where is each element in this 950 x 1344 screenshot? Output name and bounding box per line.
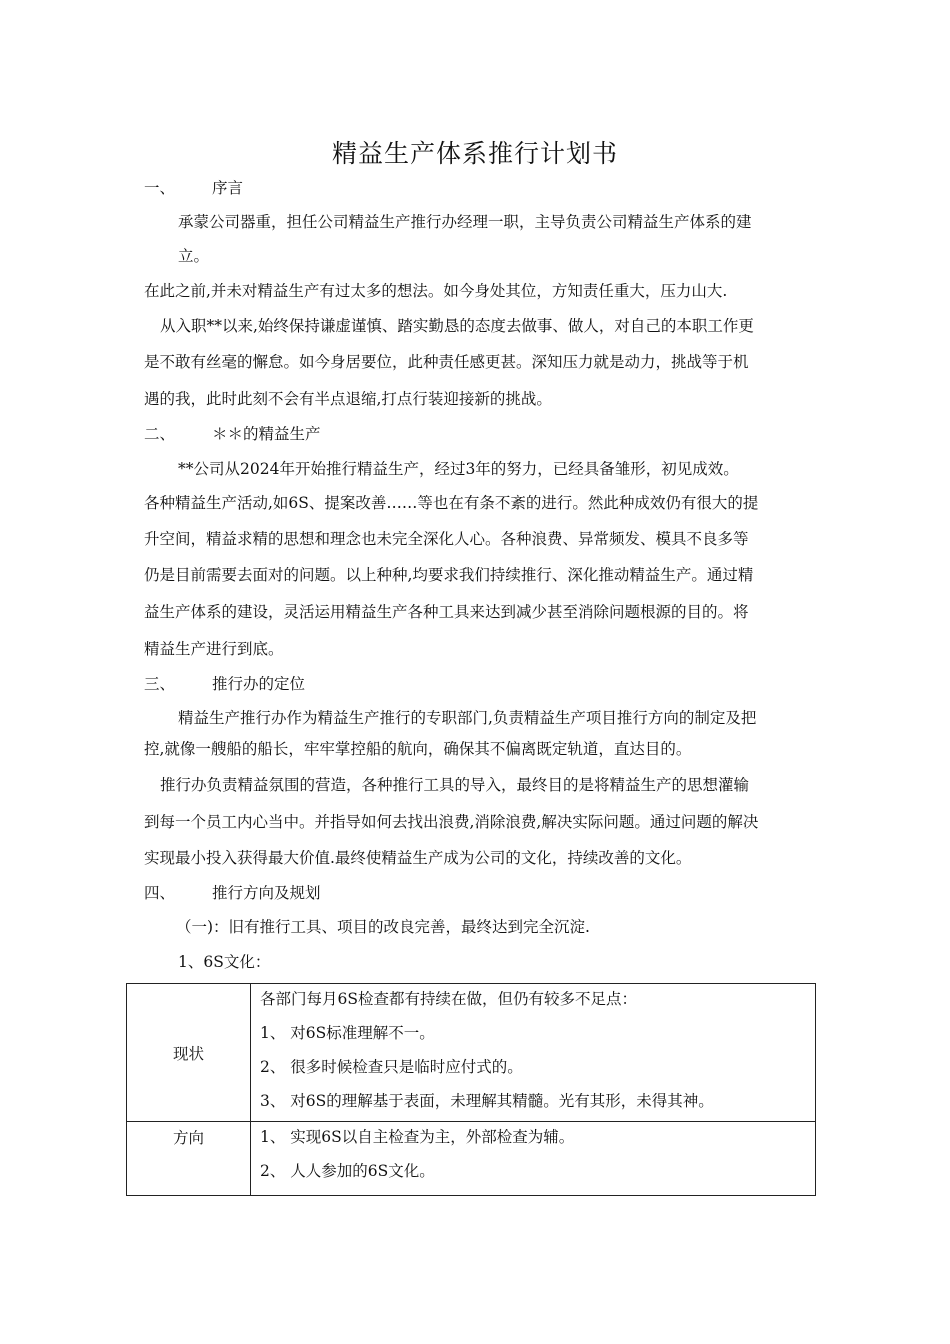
table-cell-line: 各部门每月6S检查都有持续在做，但仍有较多不足点：: [260, 990, 637, 1008]
section-4-heading: 推行方向及规划: [212, 884, 321, 902]
paragraph-line: 到每一个员工内心当中。并指导如何去找出浪费,消除浪费,解决实际问题。通过问题的解决: [144, 813, 759, 831]
table-row-direction: [127, 1122, 816, 1196]
paragraph-line: 精益生产进行到底。: [144, 640, 284, 658]
paragraph-line: 从入职**以来,始终保持谦虚谨慎、踏实勤恳的态度去做事、做人，对自己的本职工作更: [160, 317, 754, 335]
paragraph-line: 各种精益生产活动,如6S、提案改善……等也在有条不紊的进行。然此种成效仍有很大的提: [144, 494, 759, 512]
paragraph-line: 遇的我，此时此刻不会有半点退缩,打点行装迎接新的挑战。: [144, 390, 552, 408]
row-label-direction: 方向: [172, 1129, 204, 1147]
six-s-table: [126, 983, 816, 1196]
section-4-number: 四、: [144, 884, 176, 902]
paragraph-line: 是不敢有丝毫的懈怠。如今身居要位，此种责任感更甚。深知压力就是动力，挑战等于机: [144, 353, 749, 371]
paragraph-line: 控,就像一艘船的船长，牢牢掌控船的航向，确保其不偏离既定轨道，直达目的。: [144, 740, 692, 758]
table-cell-line: 2、 人人参加的6S文化。: [260, 1162, 435, 1180]
table-row-status: [127, 984, 816, 1122]
paragraph-line: 在此之前,并未对精益生产有过太多的想法。如今身处其位，方知责任重大，压力山大.: [144, 282, 728, 300]
table-content-cell: [251, 1122, 816, 1196]
document-title: 精益生产体系推行计划书: [331, 139, 618, 168]
paragraph-line: 升空间，精益求精的思想和理念也未完全深化人心。各种浪费、异常频发、模具不良多等: [144, 530, 749, 548]
table-cell-line: 2、 很多时候检查只是临时应付式的。: [260, 1058, 523, 1076]
section-1-heading: 序言: [212, 179, 244, 197]
section-2-heading: ＊＊的精益生产: [212, 425, 321, 443]
paragraph-line: 推行办负责精益氛围的营造，各种推行工具的导入，最终目的是将精益生产的思想灌输: [160, 776, 750, 794]
paragraph-line: **公司从2024年开始推行精益生产，经过3年的努力，已经具备雏形，初见成效。: [178, 460, 739, 478]
subsection-line: （一)：旧有推行工具、项目的改良完善，最终达到完全沉淀.: [176, 918, 590, 936]
section-1-number: 一、: [144, 179, 176, 197]
table-cell-line: 3、 对6S的理解基于表面，未理解其精髓。光有其形，未得其神。: [260, 1092, 714, 1110]
table-label-cell: [127, 984, 251, 1122]
table-content-cell: [251, 984, 816, 1122]
table-cell-line: 1、 对6S标准理解不一。: [260, 1024, 435, 1042]
paragraph-line: 精益生产推行办作为精益生产推行的专职部门,负责精益生产项目推行方向的制定及把: [178, 709, 757, 727]
paragraph-line: 承蒙公司器重，担任公司精益生产推行办经理一职，主导负责公司精益生产体系的建: [178, 213, 752, 231]
row-label-status: 现状: [172, 1044, 204, 1063]
subsection-line: 1、6S文化：: [178, 953, 271, 971]
paragraph-line: 立。: [178, 247, 210, 265]
section-2-number: 二、: [144, 425, 176, 443]
section-3-number: 三、: [144, 675, 176, 693]
paragraph-line: 实现最小投入获得最大价值.最终使精益生产成为公司的文化，持续改善的文化。: [144, 849, 692, 867]
paragraph-line: 益生产体系的建设，灵活运用精益生产各种工具来达到减少甚至消除问题根源的目的。将: [144, 603, 749, 621]
table-cell-line: 1、 实现6S以自主检查为主，外部检查为辅。: [260, 1128, 575, 1146]
table-label-cell: [127, 1122, 251, 1196]
section-3-heading: 推行办的定位: [212, 675, 306, 693]
paragraph-line: 仍是目前需要去面对的问题。以上种种,均要求我们持续推行、深化推动精益生产。通过精: [144, 566, 754, 584]
